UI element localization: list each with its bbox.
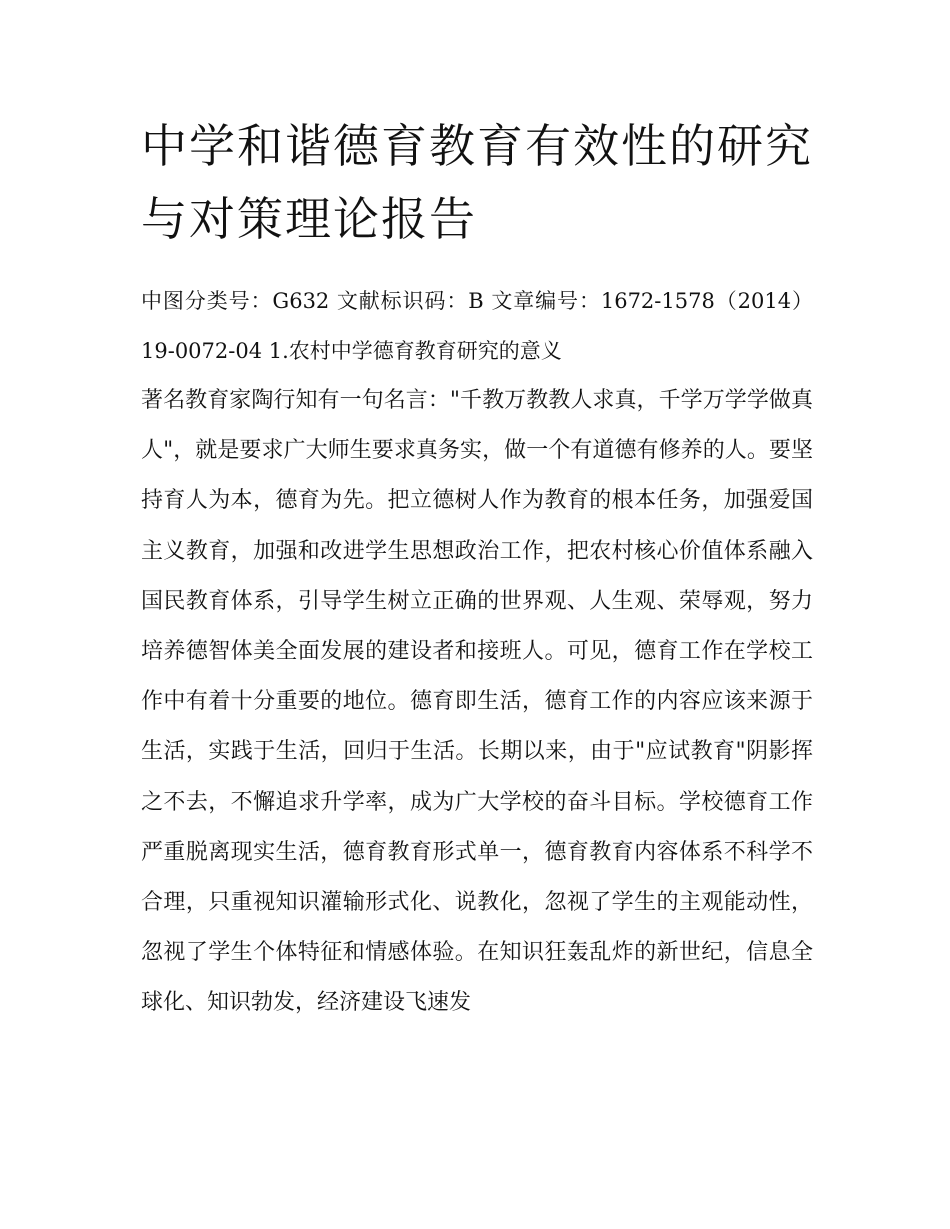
document-page: [141, 110, 813, 1029]
classification-meta-line: 中图分类号：G632 文献标识码：B 文章编号：1672-1578（2014）19-0072-04 1.农村中学德育教育研究的意义: [141, 289, 813, 363]
document-title: 中学和谐德育教育有效性的研究与对策理论报告: [141, 119, 813, 246]
body-paragraph: 著名教育家陶行知有一句名言："千教万教教人求真，千学万学学做真人"，就是要求广大师生要求真务实，做一个有道德有修养的人。要坚持育人为本，德育为先。把立德树人作为教育的根本任务，加强爱国主义教育，加强和改进学生思想政治工作，把农村核心价值体系融入国民教育体系，引导学生树立正确的世界观、人生观、荣辱观，努力培养德智体美全面发展的建设者和接班人。可见，德育工作在学校工作中有着十分重要的地位。德育即生活，德育工作的内容应该来源于生活，实践于生活，回归于生活。长期以来，由于"应试教育"阴影挥之不去，不懈追求升学率，成为广大学校的奋斗目标。学校德育工作严重脱离现实生活，德育教育形式单一，德育教育内容体系不科学不合理，只重视知识灌输形式化、说教化，忽视了学生的主观能动性，忽视了学生个体特征和情感体验。在知识狂轰乱炸的新世纪，信息全球化、知识勃发，经济建设飞速发: [141, 388, 813, 1016]
